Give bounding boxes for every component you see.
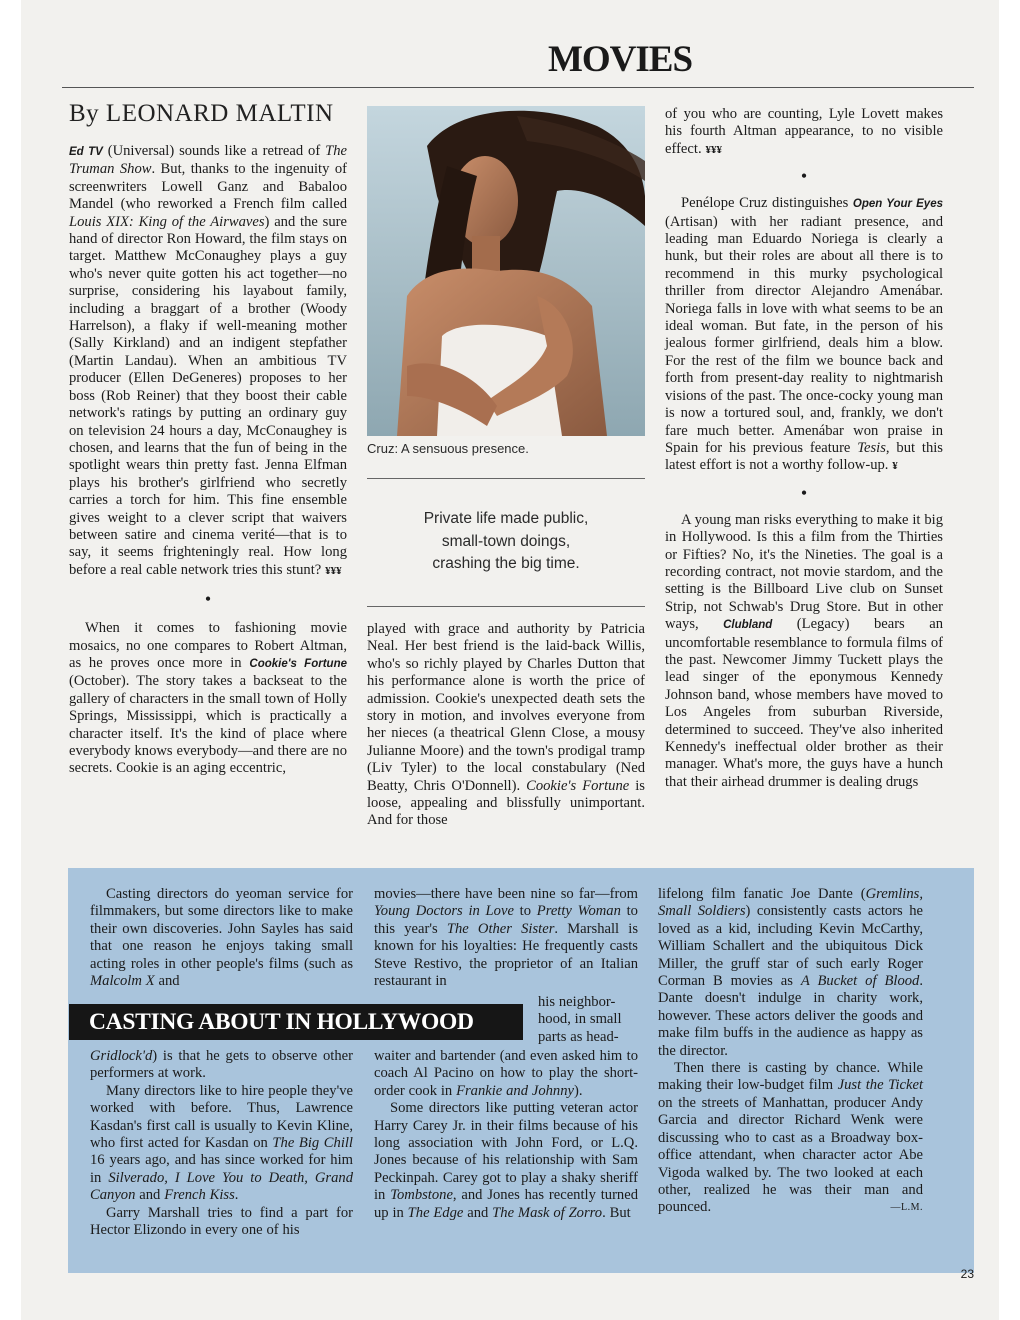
review-open-your-eyes: Penélope Cruz distinguishes Open Your Eyes (Artisan) with her radiant presence, and leading man Eduardo Noriega is clearly a hunk, but their roles are about all there is to recommend in this murky psychological thriller from director Alejandro Amenábar. Noriega falls in love with what seems to be an ideal woman. But fate, in the person of his jealous former girlfriend, deals him a blow. For the rest of the film we bounce back and forth from present-day reality to nightmarish visions of the past. The once-cocky young man is now a tortured soul, and, frankly, we don't fare much better. Amenábar won praise in Spain for his previous feature Tesis, but this latest effort is not a worthy follow-up. ¥: [665, 195, 943, 474]
sidebar-title: CASTING ABOUT IN HOLLYWOOD: [69, 1004, 523, 1040]
rating: ¥¥¥: [325, 564, 342, 577]
film-title: Cookie's Fortune: [249, 657, 347, 670]
review-clubland: A young man risks everything to make it big in Hollywood. Is this a film from the Thirties or Fifties? No, it's the Nineties. The goal is a recording contract, not movie stardom, and the setting is the Billboard Live club on Sunset Strip, not Schwab's Drug Store. But in other ways, Clubland (Legacy) bears an uncomfortable resemblance to formula films of the past. Newcomer Jimmy Tuckett plays the lead singer of the eponymous Kennedy Johnson band, whose members have moved to Los Angeles from suburban Riverside, determined to succeed. They've also inherited Kennedy's ineffectual older brother as their manager. What's more, the guys have a hunch that their airhead drummer is dealing drugs: [665, 511, 943, 790]
pull-quote: Private life made public, small-town doings, crashing the big time.: [423, 510, 589, 572]
sidebar-column-1-top: Casting directors do yeoman service for filmmakers, but some directors like to make their own discoveries. John Sayles has said that one reason he enjoys taking small acting roles in other people's films (such as Malcolm X and: [90, 886, 353, 990]
rating: ¥¥¥: [705, 143, 722, 156]
penelope-cruz-photo: [367, 106, 645, 436]
column-3: [665, 106, 943, 791]
review-ed-tv: Ed TV (Universal) sounds like a retread of The Truman Show. But, thanks to the ingenuity of screenwriters Lowell Ganz and Babaloo Mandel (who reworked a French film called Louis XIX: King of the Airwaves) and the sure hand of director Ron Howard, the film stays on target. Matthew McConaughey plays a guy who's never quite gotten his act together—no surprise, considering his layabout family, including a braggart of a brother (Woody Harrelson), a flaky if well-meaning mother (Sally Kirkland) and an indigent stepfather (Martin Landau). When an ambitious TV producer (Ellen DeGeneres) proposes to her boss (Rob Reiner) that they boost their cable network's ratings by putting an ordinary guy on television 24 hours a day, McConaughey is chosen, and learns that the fun of being in the spotlight wears thin pretty fast. Jenna Elfman plays his brother's girlfriend who secretly carries a torch for him. This fine ensemble gives weight to a clever script that waivers between satire and cinema verité—that is to say, it seems frighteningly real. How long before a real cable network tries this stunt? ¥¥¥: [69, 143, 347, 578]
byline: By LEONARD MALTIN: [69, 100, 334, 127]
review-cookies-fortune: When it comes to fashioning movie mosaics, no one compares to Robert Altman, as he proves once more in Cookie's Fortune (October). The story takes a backseat to the gallery of characters in the small town of Holly Springs, Mississippi, which is practically a character itself. It's the kind of place where everybody knows everybody—and there are no secrets. Cookie is an aging eccentric,: [69, 620, 347, 777]
sidebar-column-3: lifelong film fanatic Joe Dante (Gremlins, Small Soldiers) consistently casts actors he loved as a kid, including Kevin McCarthy, William Schallert and the ubiquitous Dick Miller, the gruff star of such early Roger Corman B movies as A Bucket of Blood. Dante doesn't indulge in charity work, however. These actors deliver the goods and make film buffs in the audience as happy as the director. Then there is casting by chance. While making their low-budget film Just the Ticket on the streets of Manhattan, producer Andy Garcia and director Richard Wenk were discussing who to cast as a Broadway box-office attendant, when character actor Abe Vigoda walked by. The two looked at each other, realized he was their man and pounced. —L.M.: [658, 886, 923, 1216]
film-title: Clubland: [723, 619, 773, 632]
rating: ¥: [892, 460, 898, 473]
film-title: Ed TV: [69, 146, 103, 158]
review-cookies-fortune-end: of you who are counting, Lyle Lovett makes his fourth Altman appearance, to no visible effect. ¥¥¥: [665, 106, 943, 157]
section-title: MOVIES: [547, 39, 693, 80]
review-cookies-fortune-cont: played with grace and authority by Patricia Neal. Her best friend is the laid-back Willis, who's so richly played by Charles Dutton that his performance alone is worth the price of admission. Cookie's unexpected death sets the story in motion, and involves everyone from her nieces (a theatrical Glenn Close, a mousy Julianne Moore) and the town's prodigal tramp (Liv Tyler) to the local constabulary (Ned Beatty, Chris O'Donnell). Cookie's Fortune is loose, appealing and blissfully unimportant. And for those: [367, 621, 645, 829]
sidebar-column-2-top: movies—there have been nine so far—from Young Doctors in Love to Pretty Woman to this year's The Other Sister. Marshall is known for his loyalties: He frequently casts Steve Restivo, the proprietor of an Italian restaurant in: [374, 886, 638, 990]
film-title: Open Your Eyes: [852, 198, 943, 211]
section-bullet: •: [800, 166, 808, 187]
photo-caption: Cruz: A sensuous presence.: [367, 441, 529, 456]
sidebar-column-2-bottom: waiter and bartender (and even asked him to coach Al Pacino on how to play the short-order cook in Frankie and Johnny). Some directors like putting veteran actor Harry Carey Jr. in their films because of his long association with John Ford, or L.Q. Jones because of his relationship with Sam Peckinpah. Carey got to play a shaky sheriff in Tombstone, and Jones has recently turned up in The Edge and The Mask of Zorro. But: [374, 1048, 639, 1221]
header-rule: [62, 87, 974, 88]
page-number: 23: [960, 1267, 974, 1281]
section-bullet: •: [800, 482, 808, 503]
column-1: [69, 143, 347, 778]
column-2: [367, 621, 645, 830]
author-initials: —L.M.: [890, 1202, 923, 1214]
sidebar-column-1-bottom: Gridlock'd) is that he gets to observe other performers at work. Many directors like to hire people they've worked with before. Thus, Lawrence Kasdan's first call is usually to Kevin Kline, who first acted for Kasdan on The Big Chill 16 years ago, and has since worked for him in Silverado, I Love You to Death, Grand Canyon and French Kiss. Garry Marshall tries to find a part for Hector Elizondo in every one of his: [90, 1048, 353, 1239]
photo-illustration: [367, 106, 645, 436]
pull-quote-rule-bottom: [367, 606, 645, 607]
section-bullet: •: [204, 589, 212, 610]
pull-quote-rule-top: [367, 478, 645, 479]
sidebar-column-2-wrap: his neighbor- hood, in small parts as head-: [538, 994, 622, 1045]
